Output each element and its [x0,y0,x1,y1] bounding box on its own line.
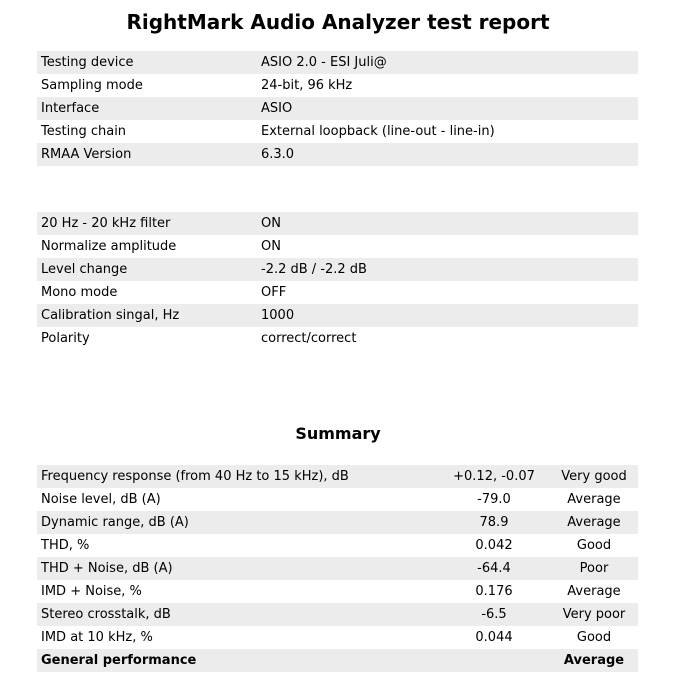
table-row [37,626,638,649]
summary-value: -64.4 [438,557,550,580]
device-info-table [37,51,638,166]
table-row [37,488,638,511]
table-row [37,51,638,74]
summary-value: 0.044 [438,626,550,649]
setting-label-level-change: Level change [37,258,257,281]
summary-label: Noise level, dB (A) [37,488,438,511]
table-row [37,97,638,120]
info-value-testing-device: ASIO 2.0 - ESI Juli@ [257,51,638,74]
table-row [37,281,638,304]
summary-title: Summary [295,424,381,443]
setting-label-calibration: Calibration singal, Hz [37,304,257,327]
info-value-sampling-mode: 24-bit, 96 kHz [257,74,638,97]
report-title: RightMark Audio Analyzer test report [126,10,550,34]
table-row [37,235,638,258]
table-row [37,143,638,166]
table-row [37,603,638,626]
summary-value: 78.9 [438,511,550,534]
setting-label-filter: 20 Hz - 20 kHz filter [37,212,257,235]
test-settings-table [37,212,638,350]
general-performance-grade: Average [550,649,638,672]
info-value-testing-chain: External loopback (line-out - line-in) [257,120,638,143]
setting-value-filter: ON [257,212,638,235]
summary-grade: Very poor [550,603,638,626]
summary-table [37,465,638,672]
general-performance-label: General performance [37,649,438,672]
setting-label-normalize: Normalize amplitude [37,235,257,258]
summary-label: Dynamic range, dB (A) [37,511,438,534]
info-label-testing-chain: Testing chain [37,120,257,143]
summary-value: 0.042 [438,534,550,557]
table-row [37,327,638,350]
summary-value: 0.176 [438,580,550,603]
info-value-interface: ASIO [257,97,638,120]
summary-grade: Good [550,626,638,649]
info-value-rmaa-version: 6.3.0 [257,143,638,166]
setting-label-mono-mode: Mono mode [37,281,257,304]
summary-label: THD, % [37,534,438,557]
setting-value-level-change: -2.2 dB / -2.2 dB [257,258,638,281]
table-row [37,212,638,235]
table-row [37,557,638,580]
table-row [37,534,638,557]
setting-label-polarity: Polarity [37,327,257,350]
table-row [37,465,638,488]
table-row [37,304,638,327]
summary-value: -6.5 [438,603,550,626]
summary-grade: Very good [550,465,638,488]
summary-label: Frequency response (from 40 Hz to 15 kHz), dB [37,465,438,488]
summary-label: IMD + Noise, % [37,580,438,603]
summary-label: Stereo crosstalk, dB [37,603,438,626]
table-row [37,258,638,281]
setting-value-normalize: ON [257,235,638,258]
summary-label: THD + Noise, dB (A) [37,557,438,580]
general-performance-row [37,649,638,672]
summary-grade: Poor [550,557,638,580]
summary-grade: Average [550,580,638,603]
summary-grade: Good [550,534,638,557]
summary-value: -79.0 [438,488,550,511]
setting-value-calibration: 1000 [257,304,638,327]
summary-value: +0.12, -0.07 [438,465,550,488]
info-label-interface: Interface [37,97,257,120]
summary-grade: Average [550,511,638,534]
info-label-sampling-mode: Sampling mode [37,74,257,97]
table-row [37,74,638,97]
info-label-testing-device: Testing device [37,51,257,74]
table-row [37,580,638,603]
setting-value-mono-mode: OFF [257,281,638,304]
table-row [37,120,638,143]
summary-label: IMD at 10 kHz, % [37,626,438,649]
setting-value-polarity: correct/correct [257,327,638,350]
table-row [37,511,638,534]
summary-grade: Average [550,488,638,511]
info-label-rmaa-version: RMAA Version [37,143,257,166]
general-performance-value-empty [438,649,550,672]
